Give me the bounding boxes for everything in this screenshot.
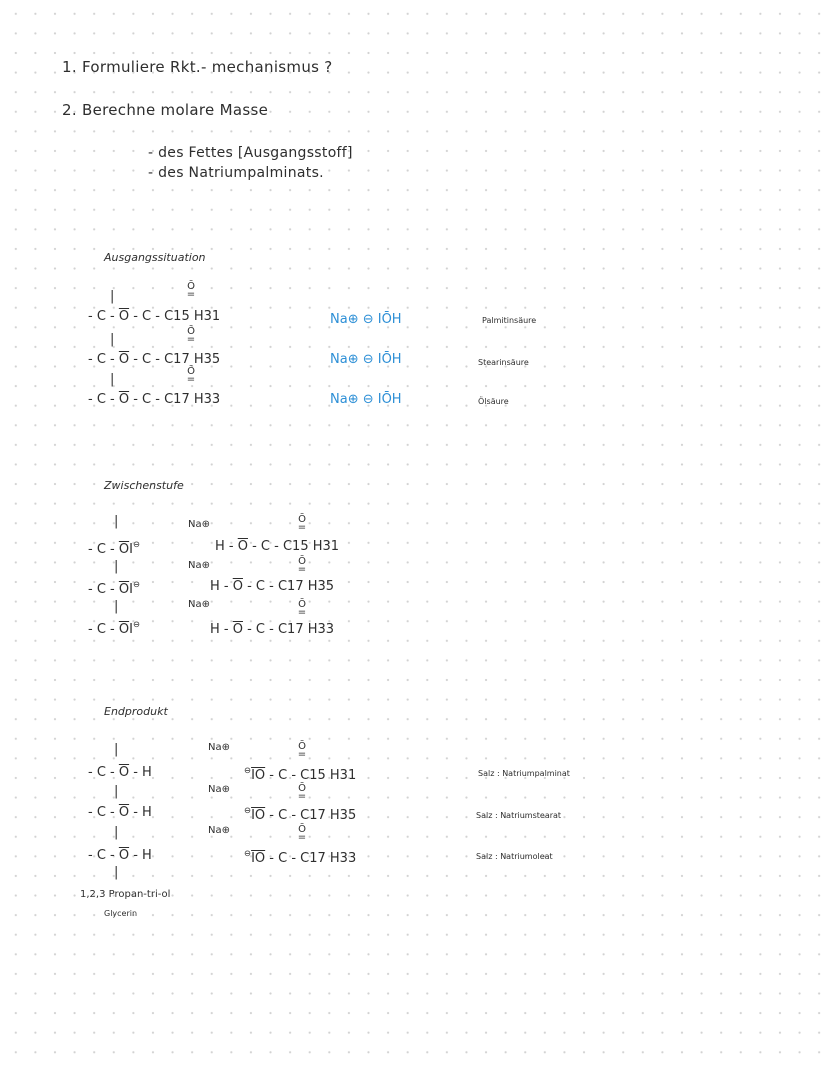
acid-row-2: H - $\overline{O}$ - C - C17 H35 bbox=[210, 579, 335, 594]
task-1-number: 1. bbox=[62, 58, 77, 76]
sodium-cation: Na⊕ bbox=[208, 742, 230, 753]
heading-zwischenstufe: Zwischenstufe bbox=[104, 479, 184, 492]
chain-label: C15 H31 bbox=[300, 768, 357, 783]
bond-vertical: | bbox=[114, 514, 119, 529]
product-name: 1,2,3 Propan-tri-ol bbox=[80, 889, 171, 900]
sodium-hydroxide: Na⊕ ⊖ IŌH bbox=[330, 312, 402, 327]
salt-name: Natriumoleat bbox=[500, 852, 553, 861]
sodium-cation: Na⊕ bbox=[208, 825, 230, 836]
sodium-cation: Na⊕ bbox=[188, 560, 210, 571]
subtask-fett: - des Fettes [Ausgangsstoff] bbox=[148, 145, 353, 161]
acid-row-3: H - $\overline{O}$ - C - C17 H33 bbox=[210, 622, 335, 637]
alcohol-row-2: - C - $\overline{O}$ - H bbox=[88, 805, 152, 820]
product-common-name: Glycerin bbox=[104, 909, 138, 918]
ester-row-2: - C - $\overline{O}$ - C - C17 H35 bbox=[88, 352, 221, 367]
alkoxide-row-1: - C - $\overline{O}I^⊖$ bbox=[88, 539, 141, 557]
salt-label bbox=[476, 853, 553, 861]
alcohol-row-3: - C - $\overline{O}$ - H bbox=[88, 848, 152, 863]
carboxylate-row-3: $^⊖\overline{IO}$ - C - C17 H33 bbox=[244, 848, 357, 866]
acid-label: Stearinsäure bbox=[478, 358, 529, 367]
carbonyl-oxygen: Ō = bbox=[297, 556, 307, 575]
ester-row-3: - C - $\overline{O}$ - C - C17 H33 bbox=[88, 392, 221, 407]
sodium-hydroxide: Na⊕ ⊖ IŌH bbox=[330, 352, 402, 367]
bond-vertical: | bbox=[114, 599, 119, 614]
bond-vertical: | bbox=[114, 825, 119, 840]
bond-vertical: | bbox=[110, 372, 115, 387]
task-2-text: Berechne molare Masse bbox=[82, 101, 269, 119]
salt-prefix: Salz : bbox=[478, 769, 500, 778]
chain-label: C17 H35 bbox=[300, 808, 357, 823]
alkoxide-row-3: - C - $\overline{O}I^⊖$ bbox=[88, 619, 141, 637]
carboxylate-row-2: $^⊖\overline{IO}$ - C - C17 H35 bbox=[244, 805, 357, 823]
carbonyl-oxygen: Ō = bbox=[186, 281, 196, 300]
bond-vertical: | bbox=[110, 289, 115, 304]
alcohol-row-1: - C - $\overline{O}$ - H bbox=[88, 765, 152, 780]
alkoxide-row-2: - C - $\overline{O}I^⊖$ bbox=[88, 579, 141, 597]
heading-ausgangssituation: Ausgangssituation bbox=[104, 251, 206, 264]
chain-label: C15 H31 bbox=[282, 539, 340, 554]
task-1 bbox=[62, 60, 333, 75]
chain-label: C15 H31 bbox=[164, 309, 221, 324]
carbonyl-oxygen: Ō = bbox=[297, 599, 307, 618]
chain-label: C17 H33 bbox=[164, 392, 221, 407]
chain-label: C17 H33 bbox=[300, 851, 357, 866]
task-2 bbox=[62, 103, 268, 118]
heading-endprodukt: Endprodukt bbox=[104, 705, 168, 718]
carbonyl-oxygen: Ō = bbox=[297, 741, 307, 760]
sodium-cation: Na⊕ bbox=[208, 784, 230, 795]
chain-label: C17 H35 bbox=[277, 579, 335, 594]
salt-label bbox=[478, 770, 570, 778]
salt-name: Natriumpalminat bbox=[502, 769, 570, 778]
salt-prefix: Salz : bbox=[476, 852, 498, 861]
acid-row-1: H - $\overline{O}$ - C - C15 H31 bbox=[215, 539, 340, 554]
carbonyl-oxygen: Ō = bbox=[297, 824, 307, 843]
salt-name: Natriumstearat bbox=[500, 811, 562, 820]
bond-vertical: | bbox=[114, 865, 119, 880]
carbonyl-oxygen: Ō = bbox=[297, 783, 307, 802]
bond-vertical: | bbox=[114, 559, 119, 574]
sodium-cation: Na⊕ bbox=[188, 599, 210, 610]
salt-prefix: Salz : bbox=[476, 811, 498, 820]
task-1-text: Formuliere Rkt.- mechanismus ? bbox=[82, 58, 333, 76]
salt-label bbox=[476, 812, 561, 820]
carbonyl-oxygen: Ō = bbox=[186, 326, 196, 345]
task-2-number: 2. bbox=[62, 101, 77, 119]
sodium-hydroxide: Na⊕ ⊖ IŌH bbox=[330, 392, 402, 407]
bond-vertical: | bbox=[110, 332, 115, 347]
chain-label: C17 H33 bbox=[277, 622, 335, 637]
ester-row-1: - C - $\overline{O}$ - C - C15 H31 bbox=[88, 309, 221, 324]
acid-label: Palmitinsäure bbox=[482, 316, 537, 325]
sodium-cation: Na⊕ bbox=[188, 519, 210, 530]
subtask-natriumpalminat: - des Natriumpalminats. bbox=[148, 165, 324, 181]
carbonyl-oxygen: Ō = bbox=[186, 366, 196, 385]
carboxylate-row-1: $^⊖\overline{IO}$ - C - C15 H31 bbox=[244, 765, 357, 783]
bond-vertical: | bbox=[114, 742, 119, 757]
carbonyl-oxygen: Ō = bbox=[297, 514, 307, 533]
chain-label: C17 H35 bbox=[164, 352, 221, 367]
bond-vertical: | bbox=[114, 784, 119, 799]
acid-label: Ölsäure bbox=[478, 397, 509, 406]
